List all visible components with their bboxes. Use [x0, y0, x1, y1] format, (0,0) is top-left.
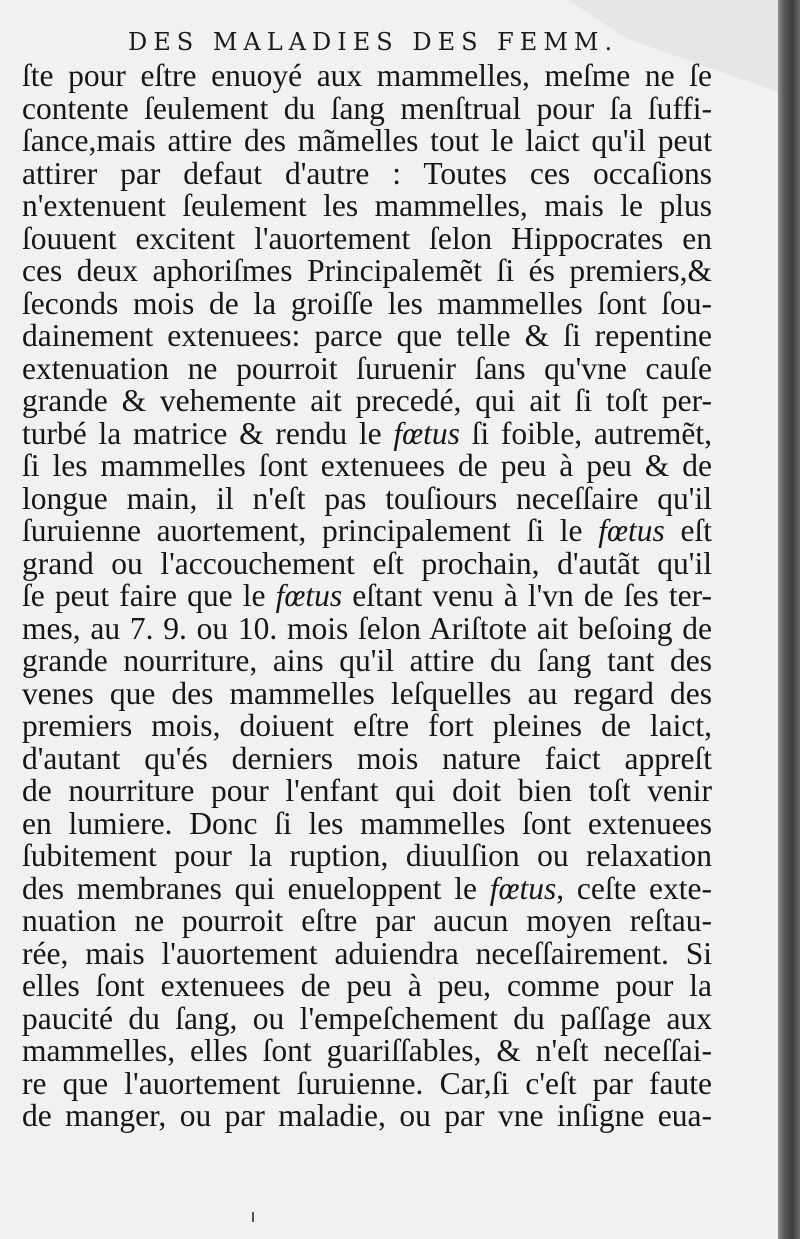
text-line: mes, au 7. 9. ou 10. mois ſelon Ariſtote ait beſoing de: [22, 610, 712, 646]
italic-term: fœtus: [393, 415, 460, 451]
running-header: DES MALADIES DES FEMM.: [128, 28, 619, 56]
text-line: turbé la matrice & rendu le fœtus ſi foible, autremẽt,: [22, 415, 712, 451]
text-line: ſeconds mois de la groiſſe les mammelles ſont ſou-: [22, 285, 712, 321]
text-line: de nourriture pour l'enfant qui doit bien toſt venir: [22, 773, 712, 808]
text-line: rée, mais l'auortement aduiendra neceſſairement. Si: [22, 935, 712, 971]
text-line: re que l'auortement ſuruienne. Car,ſi c'eſt par faute: [22, 1065, 712, 1101]
text-line: ces deux aphoriſmes Principalemẽt ſi és premiers,&: [22, 253, 712, 288]
text-line: longue main, il n'eſt pas touſiours neceſſaire qu'il: [22, 480, 712, 516]
text-line: des membranes qui enueloppent le fœtus, ceſte exte-: [22, 870, 712, 906]
text-line: nuation ne pourroit eſtre par aucun moyen reſtau-: [22, 903, 712, 938]
text-line: ſe peut faire que le fœtus eſtant venu à l'vn de ſes ter-: [22, 578, 712, 613]
text-line: grande nourriture, ains qu'il attire du ſang tant des: [22, 643, 712, 678]
text-line: premiers mois, doiuent eſtre fort pleines de laict,: [22, 708, 712, 743]
text-line: n'extenuent ſeulement les mammelles, mais le plus: [22, 188, 712, 223]
text-line: ſte pour eſtre enuoyé aux mammelles, meſme ne ſe: [22, 58, 712, 93]
italic-term: fœtus: [489, 870, 557, 906]
italic-term: fœtus: [275, 578, 343, 613]
footer-mark: [252, 1212, 254, 1222]
text-line: en lumiere. Donc ſi les mammelles ſont extenuees: [22, 805, 712, 841]
text-line: d'autant qu'és derniers mois nature faict appreſt: [22, 740, 712, 776]
text-line: grande & vehemente ait precedé, qui ait ſi toſt per-: [22, 383, 712, 418]
text-line: ſouuent excitent l'auortement ſelon Hippocrates en: [22, 220, 712, 256]
text-line: ſance,mais attire des mãmelles tout le laict qu'il peut: [22, 123, 712, 158]
text-line: venes que des mammelles leſquelles au regard des: [22, 675, 712, 711]
text-line: grand ou l'accouchement eſt prochain, d'autãt qu'il: [22, 545, 712, 581]
text-line: ſi les mammelles ſont extenuees de peu à peu & de: [22, 448, 712, 483]
text-line: de manger, ou par maladie, ou par vne inſigne eua-: [22, 1098, 712, 1133]
body-text: [22, 60, 712, 1133]
text-line: mammelles, elles ſont guariſſables, & n'eſt neceſſai-: [22, 1033, 712, 1068]
text-line: attirer par defaut d'autre : Toutes ces occaſions: [22, 155, 712, 191]
page-binding-edge: [778, 0, 800, 1239]
text-line: ſuruienne auortement, principalement ſi le fœtus eſt: [22, 513, 712, 548]
text-line: ſubitement pour la ruption, diuulſion ou relaxation: [22, 838, 712, 873]
text-line: paucité du ſang, ou l'empeſchement du paſſage aux: [22, 1000, 712, 1036]
text-line: extenuation ne pourroit ſuruenir ſans qu'vne cauſe: [22, 350, 712, 386]
italic-term: fœtus: [598, 513, 665, 548]
text-line: elles ſont extenuees de peu à peu, comme pour la: [22, 968, 712, 1003]
text-line: dainement extenuees: parce que telle & ſi repentine: [22, 318, 712, 353]
text-line: contente ſeulement du ſang menſtrual pour ſa ſuffi-: [22, 90, 712, 126]
